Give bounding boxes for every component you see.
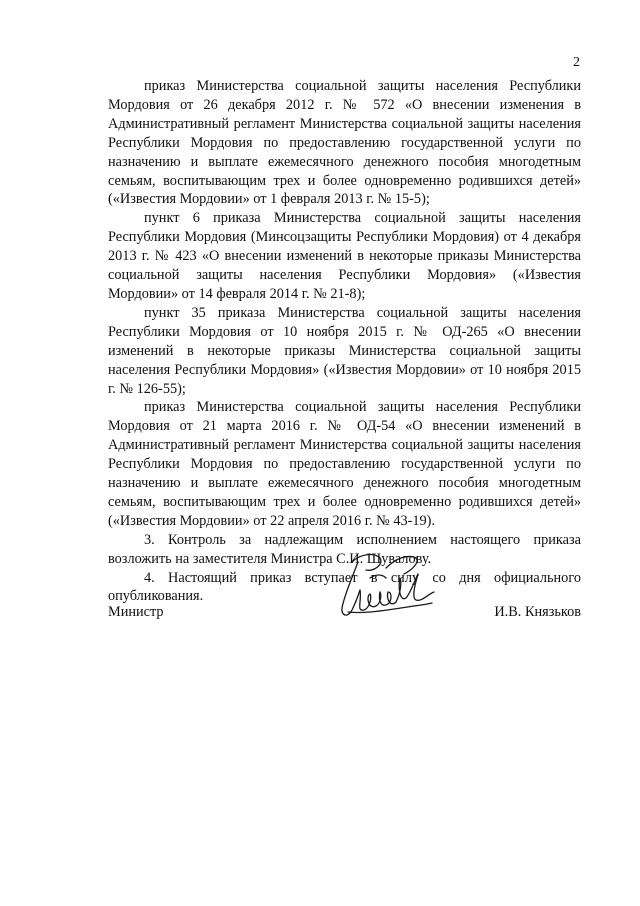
paragraph-item-6-2013: пункт 6 приказа Министерства социальной защиты населения Республики Мордовия (Минсоцзащиты Республики Мордовия) от 4 декабря 2013 г. № 423 «О внесении изменений в некоторые приказы Министерства социальной защиты населения Республики Мордовия» («Известия Мордовии» от 14 февраля 2014 г. № 21-8); (108, 210, 581, 302)
paragraph-control-clause: 3. Контроль за надлежащим исполнением настоящего приказа возложить на заместителя Министра С.И. Шувалову. (108, 531, 581, 567)
paragraph-order-2016: приказ Министерства социальной защиты населения Республики Мордовия от 21 марта 2016 г. № ОД-54 «О внесении изменений в Административный регламент Министерства социальной защиты населения Республики Мордовия по предоставлению государственной услуги по назначению и выплате ежемесячного денежного пособия многодетным семьям, воспитывающим трех и более одновременно родившихся детей» («Известия Мордовии» от 22 апреля 2016 г. № 43-19). (108, 399, 581, 529)
signatory-title: Министр (108, 604, 164, 620)
signatory-name: И.В. Князьков (494, 604, 581, 620)
paragraph-item-35-2015: пункт 35 приказа Министерства социальной защиты населения Республики Мордовия от 10 ноября 2015 г. № ОД-265 «О внесении изменений в некоторые приказы Министерства социальной защиты населения Республики Мордовия» («Известия Мордовии» от 10 ноября 2015 г. № 126-55); (108, 304, 581, 397)
paragraph-effective-clause: 4. Настоящий приказ вступает в силу со дня официального опубликования. (108, 569, 581, 605)
page-number: 2 (573, 55, 580, 70)
paragraph-order-2012: приказ Министерства социальной защиты населения Республики Мордовия от 26 декабря 2012 г. № 572 «О внесении изменения в Административный регламент Министерства социальной защиты населения Республики Мордовия по предоставлению государственной услуги по назначению и выплате ежемесячного денежного пособия многодетным семьям, воспитывающим трех и более одновременно родившихся детей» («Известия Мордовии» от 1 февраля 2013 г. № 15-5); (108, 78, 581, 208)
handwritten-signature (330, 548, 442, 628)
document-body (108, 77, 581, 606)
